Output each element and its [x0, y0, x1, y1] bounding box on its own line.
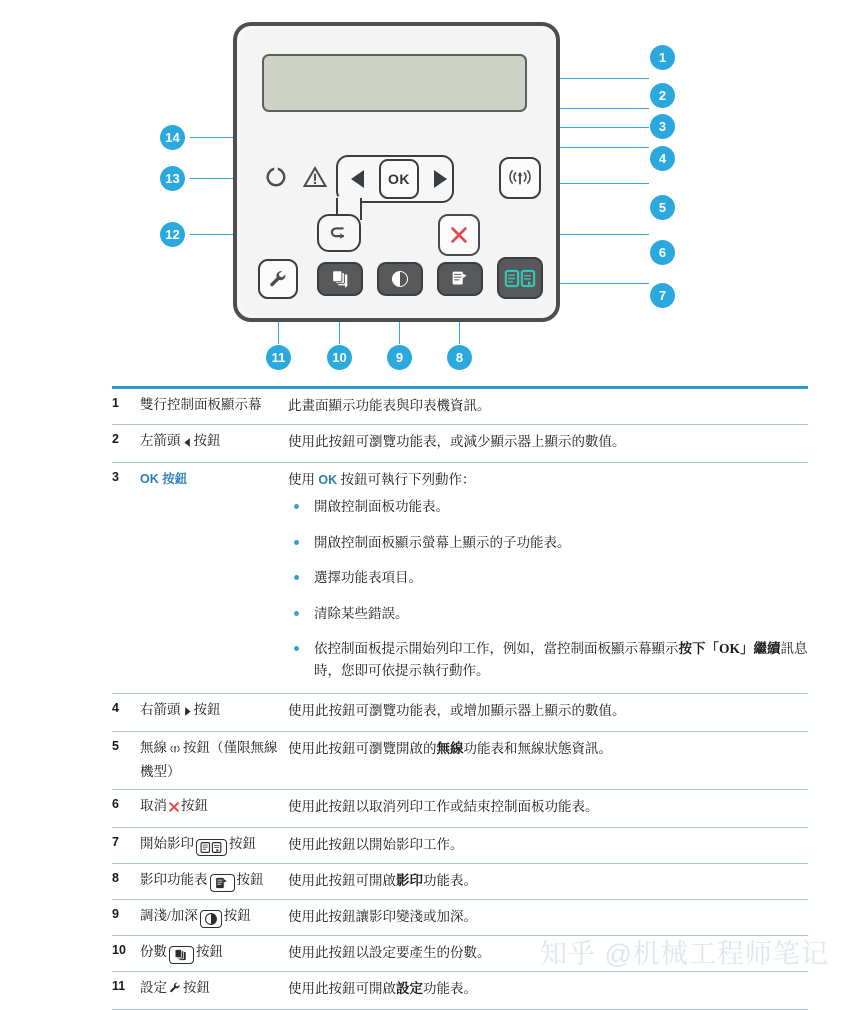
row-description: 使用此按鈕讓影印變淺或加深。 — [288, 909, 477, 925]
row-description — [288, 978, 808, 1002]
row-number: 3 — [112, 469, 119, 484]
list-item: 清除某些錯誤。 — [288, 603, 808, 625]
row-description: 使用此按鈕可瀏覽功能表，或減少顯示器上顯示的數值。 — [288, 433, 626, 449]
copy-menu-button[interactable] — [437, 262, 483, 296]
row-name: 雙行控制面板顯示幕 — [140, 397, 262, 412]
callout-8: 8 — [447, 345, 472, 370]
row-name-suffix: 按鈕 — [229, 836, 256, 852]
table-row — [112, 463, 808, 694]
setup-wrench-icon — [168, 981, 182, 1002]
desc-prefix: 使用 — [288, 471, 319, 487]
row-name — [140, 906, 288, 928]
row-name-prefix: 設定 — [140, 980, 167, 996]
row-name — [140, 834, 288, 856]
row-name-prefix: 影印功能表 — [140, 872, 208, 888]
list-item: 開啟控制面板功能表。 — [288, 496, 808, 518]
control-panel-legend-table — [112, 386, 808, 1010]
row-name-prefix: 取消 — [140, 798, 167, 814]
row-name-prefix: 左箭頭 — [140, 432, 181, 448]
control-panel-diagram — [0, 0, 849, 385]
row-name-prefix: 無線 — [140, 739, 167, 755]
table-row — [112, 732, 808, 791]
wireless-button[interactable] — [499, 157, 541, 199]
callout-5: 5 — [650, 195, 675, 220]
row-number: 4 — [112, 700, 119, 715]
row-description — [288, 870, 808, 892]
table-row — [112, 864, 808, 900]
row-name — [140, 870, 288, 892]
callout-12: 12 — [160, 222, 185, 247]
start-copy-icon — [196, 839, 227, 856]
table-row — [112, 828, 808, 864]
ok-action-list — [288, 496, 808, 682]
copy-menu-icon — [448, 268, 472, 290]
row-number: 10 — [112, 943, 126, 958]
desc-suffix: 按鈕可執行下列動作： — [337, 471, 476, 487]
list-item: 選擇功能表項目。 — [288, 567, 808, 589]
table-row — [112, 389, 808, 425]
callout-9: 9 — [387, 345, 412, 370]
row-name-suffix: 按鈕 — [193, 432, 221, 448]
row-description — [288, 738, 808, 783]
callout-1: 1 — [650, 45, 675, 70]
row-name-suffix: 按鈕 — [223, 908, 251, 924]
row-number: 7 — [112, 835, 119, 850]
row-number: 1 — [112, 396, 119, 410]
callout-3: 3 — [650, 114, 675, 139]
desc-suffix: 功能表和無線狀態資訊。 — [463, 740, 612, 756]
row-name-suffix: 按鈕 — [236, 872, 264, 888]
cancel-x-icon — [448, 224, 470, 246]
row-number: 8 — [112, 871, 119, 886]
callout-11: 11 — [266, 345, 291, 370]
desc-prefix: 使用此按鈕可開啟 — [288, 981, 396, 997]
back-arrow-icon — [328, 222, 350, 244]
row-name-ok: OK 按鈕 — [140, 471, 188, 486]
left-arrow-button[interactable] — [341, 161, 373, 197]
row-name — [140, 469, 288, 686]
left-arrow-icon — [351, 170, 364, 188]
table-row — [112, 900, 808, 936]
row-number: 2 — [112, 431, 119, 446]
control-panel-display — [262, 54, 527, 112]
cancel-x-icon — [168, 799, 180, 820]
row-name-suffix: 按鈕 — [183, 980, 210, 996]
desc-prefix: 使用此按鈕可瀏覽開啟的 — [288, 740, 437, 756]
row-number: 6 — [112, 797, 119, 812]
right-arrow-button[interactable] — [424, 161, 456, 197]
row-description — [288, 469, 808, 686]
desc-suffix: 功能表。 — [423, 981, 477, 997]
table-row — [112, 790, 808, 828]
lighter-darker-icon — [389, 268, 411, 290]
row-description: 使用此按鈕可瀏覽功能表，或增加顯示器上顯示的數值。 — [288, 702, 626, 718]
start-copy-icon — [504, 268, 536, 289]
desc-bold: 影印 — [396, 873, 423, 889]
back-button[interactable] — [317, 214, 361, 252]
list-item-prefix: 依控制面板提示開始列印工作，例如，當控制面板顯示幕顯示 — [314, 641, 679, 657]
desc-bold: 設定 — [396, 981, 423, 997]
desc-ok-token: OK — [318, 472, 338, 487]
callout-14: 14 — [160, 125, 185, 150]
row-name-prefix: 調淺/加深 — [140, 908, 198, 924]
desc-prefix: 使用此按鈕可開啟 — [288, 873, 396, 889]
row-name-suffix: 按鈕 — [196, 944, 223, 960]
row-name — [140, 700, 288, 724]
desc-suffix: 功能表。 — [423, 873, 477, 889]
copies-button[interactable] — [317, 262, 363, 296]
row-name — [140, 738, 288, 783]
setup-button[interactable] — [258, 259, 298, 299]
row-name — [140, 796, 288, 820]
row-number: 9 — [112, 907, 119, 922]
right-arrow-icon — [182, 703, 193, 724]
start-copy-button[interactable] — [497, 257, 543, 299]
callout-4: 4 — [650, 146, 675, 171]
lighter-darker-icon — [200, 910, 222, 928]
row-description: 使用此按鈕以設定要產生的份數。 — [288, 945, 491, 961]
left-arrow-icon — [182, 434, 193, 455]
attention-led-icon — [303, 165, 327, 189]
row-description: 使用此按鈕以取消列印工作或結束控制面板功能表。 — [288, 799, 599, 815]
wireless-icon — [506, 166, 534, 190]
ready-led-icon — [265, 166, 287, 188]
row-number: 11 — [112, 979, 126, 994]
callout-10: 10 — [327, 345, 352, 370]
table-row — [112, 425, 808, 463]
row-name-suffix: 按鈕 — [193, 701, 221, 717]
row-name — [140, 431, 288, 455]
list-item-suffix: 訊息時，您即可依提示執行動作。 — [314, 641, 808, 679]
callout-6: 6 — [650, 240, 675, 265]
row-number: 5 — [112, 738, 119, 753]
row-name-suffix: 按鈕（僅限無線機型） — [140, 739, 278, 779]
callout-2: 2 — [650, 83, 675, 108]
row-name-suffix: 按鈕 — [181, 798, 208, 814]
row-name-prefix: 開始影印 — [140, 836, 194, 852]
table-row — [112, 694, 808, 732]
cancel-button[interactable] — [438, 214, 480, 256]
callout-13: 13 — [160, 166, 185, 191]
copy-menu-icon — [210, 874, 235, 892]
list-item: 開啟控制面板顯示螢幕上顯示的子功能表。 — [288, 532, 808, 554]
lighter-darker-button[interactable] — [377, 262, 423, 296]
row-name — [140, 978, 288, 1002]
list-item — [288, 638, 808, 681]
row-description: 使用此按鈕以開始影印工作。 — [288, 837, 464, 853]
callout-7: 7 — [650, 283, 675, 308]
wireless-icon — [168, 741, 182, 762]
copies-icon — [169, 946, 194, 964]
table-row — [112, 972, 808, 1010]
list-item-bold: 按下「OK」繼續 — [678, 641, 781, 657]
setup-wrench-icon — [267, 268, 289, 290]
desc-bold: 無線 — [436, 740, 464, 756]
row-description: 此畫面顯示功能表與印表機資訊。 — [288, 398, 491, 413]
ok-button[interactable]: OK — [379, 159, 419, 199]
back-bridge-cover — [338, 196, 360, 204]
watermark: 知乎 @机械工程师笔记 — [540, 939, 829, 969]
row-name-prefix: 右箭頭 — [140, 701, 181, 717]
row-name — [140, 942, 288, 964]
right-arrow-icon — [434, 170, 447, 188]
copies-icon — [327, 268, 353, 290]
row-name-prefix: 份數 — [140, 944, 167, 960]
